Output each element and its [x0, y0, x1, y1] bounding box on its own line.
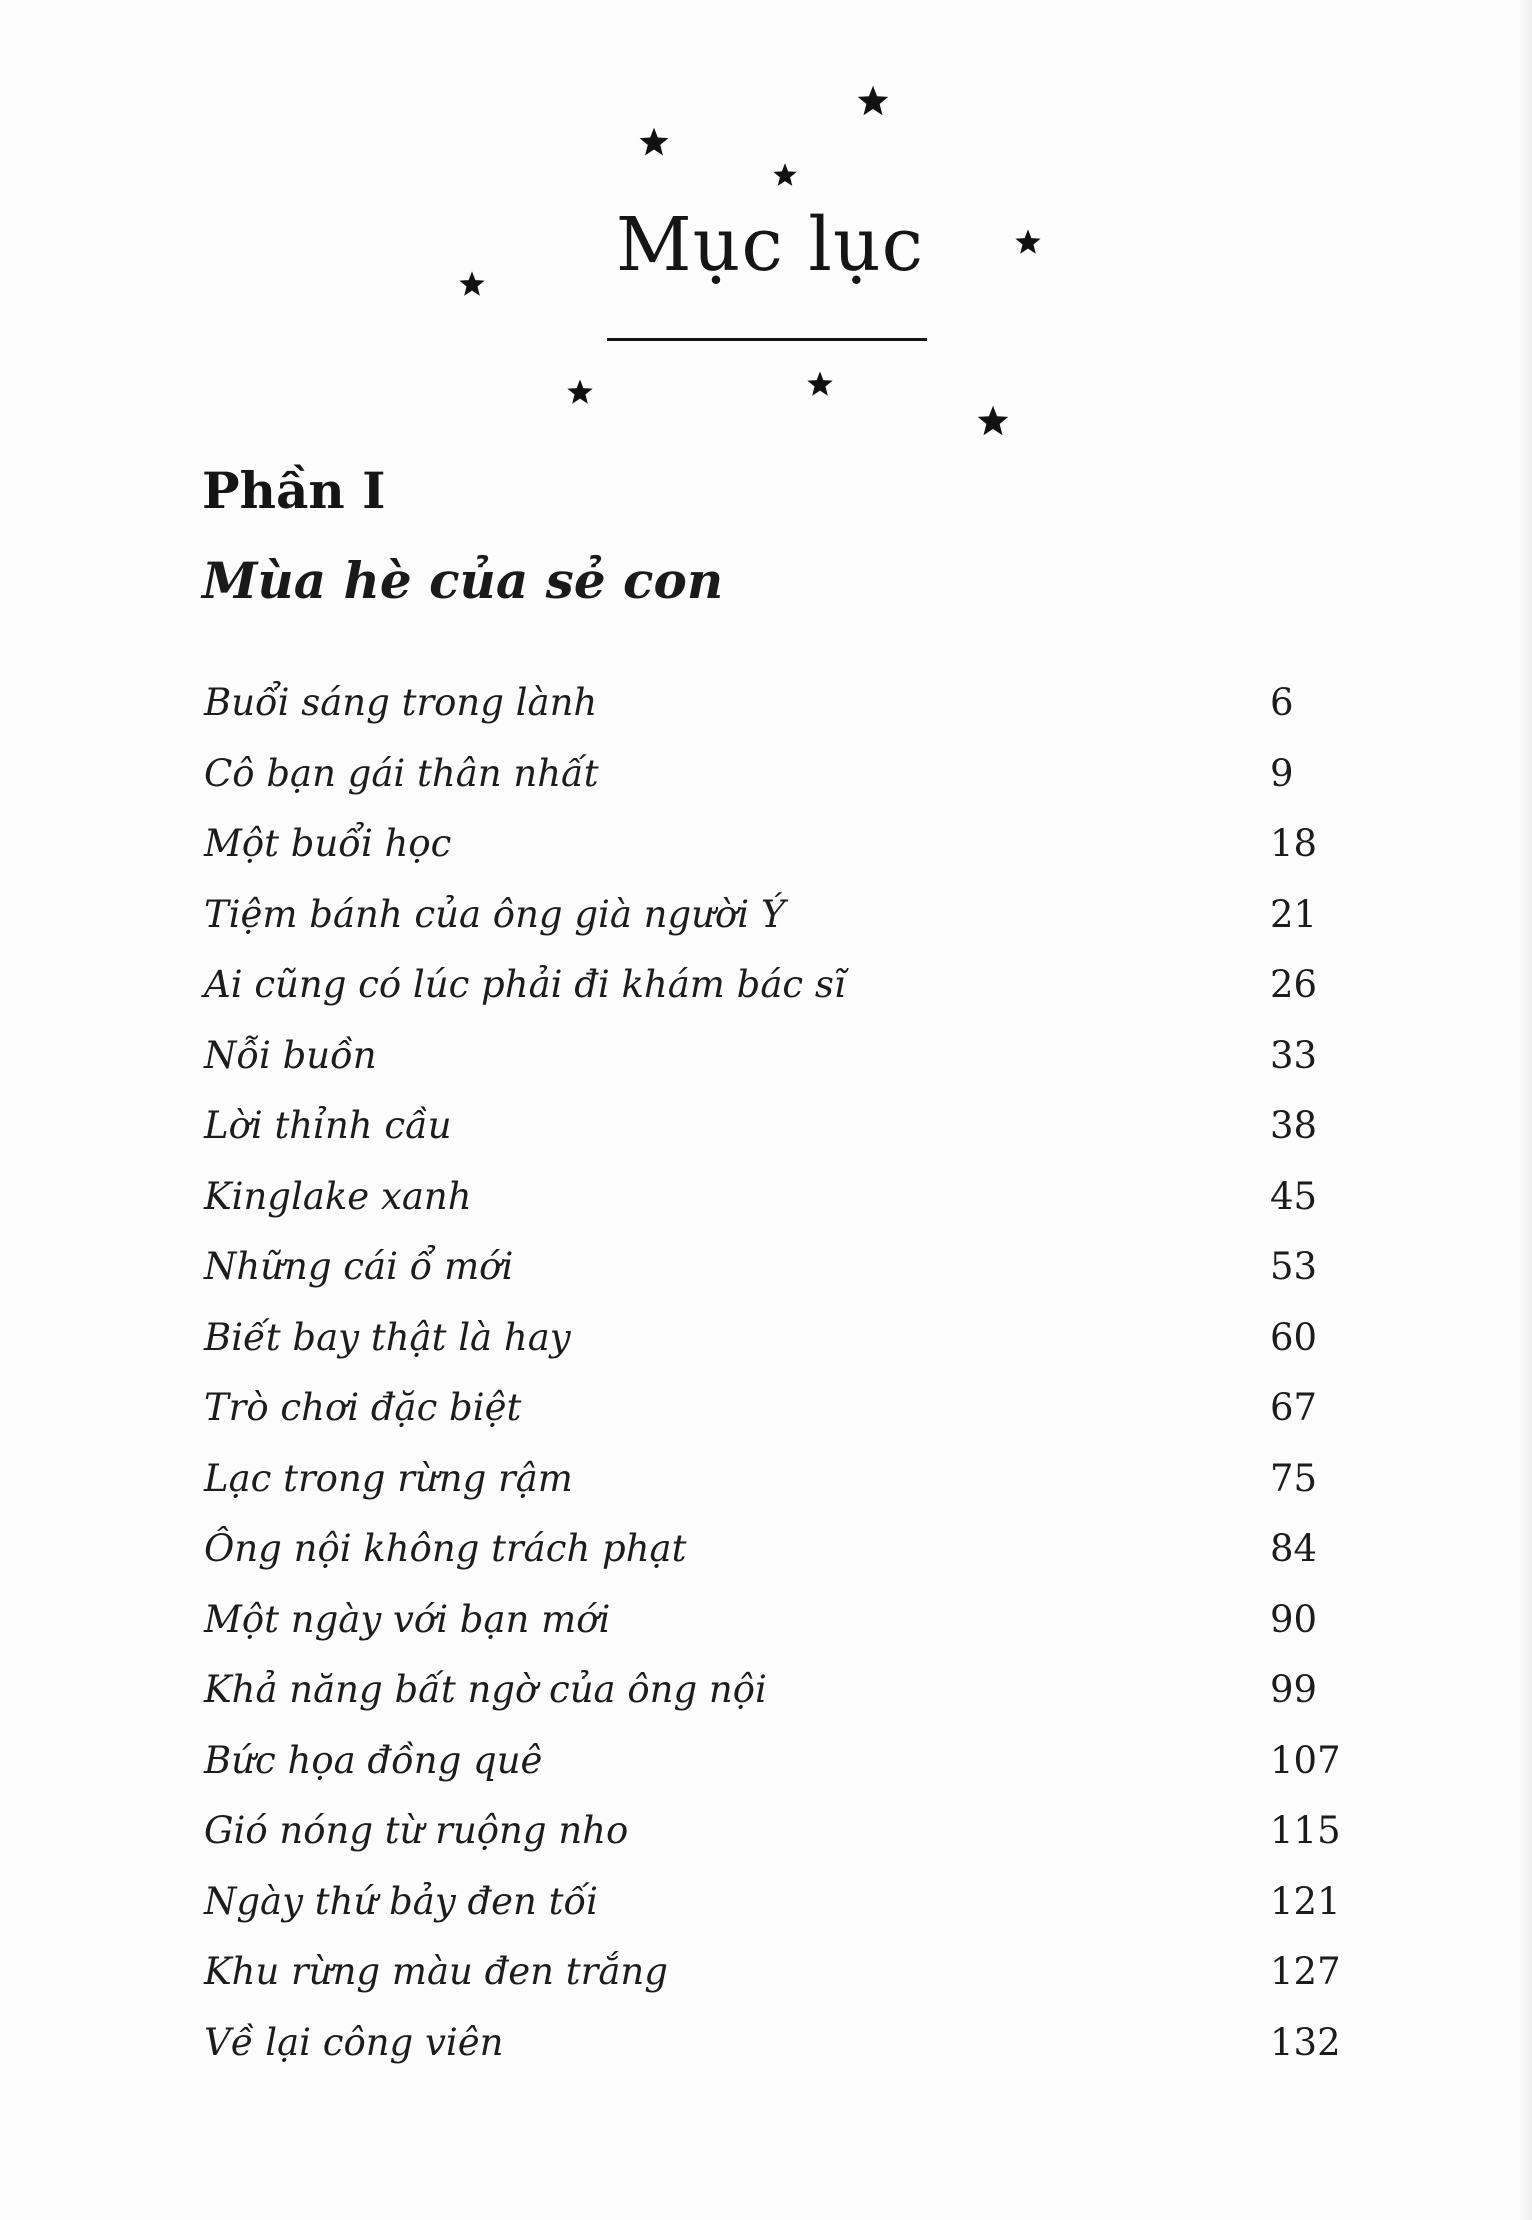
toc-entry-page: 33 — [1270, 1033, 1318, 1077]
toc-entry-title: Khu rừng màu đen trắng — [204, 1950, 668, 1993]
toc-entry[interactable] — [204, 1937, 1340, 2008]
toc-entry-title: Những cái ổ mới — [204, 1245, 514, 1288]
toc-entry[interactable] — [204, 1232, 1340, 1303]
toc-entry-page: 26 — [1270, 963, 1318, 1006]
toc-entry-title: Một ngày với bạn mới — [204, 1597, 611, 1641]
star-icon — [458, 270, 486, 298]
toc-entry-title: Ông nội không trách phạt — [204, 1527, 687, 1570]
star-icon — [856, 84, 890, 118]
toc-entry-title: Ngày thứ bảy đen tối — [204, 1879, 598, 1923]
toc-entry-page: 53 — [1270, 1245, 1318, 1288]
toc-entry-title: Biết bay thật là hay — [204, 1315, 571, 1359]
toc-entry[interactable] — [204, 1655, 1340, 1726]
toc-entry-title: Tiệm bánh của ông già người Ý — [204, 892, 786, 936]
toc-entry-title: Một buổi học — [204, 822, 452, 865]
toc-entry-page: 38 — [1270, 1104, 1318, 1147]
toc-list — [204, 668, 1340, 2078]
toc-entry-page: 45 — [1270, 1174, 1318, 1218]
toc-entry[interactable] — [204, 2008, 1340, 2079]
star-icon — [638, 126, 670, 158]
toc-entry-page: 107 — [1270, 1738, 1341, 1782]
toc-entry-page: 84 — [1270, 1527, 1318, 1570]
toc-entry[interactable] — [204, 1726, 1340, 1797]
title-underline — [607, 338, 927, 341]
toc-entry-page: 9 — [1270, 751, 1294, 795]
toc-entry-title: Buổi sáng trong lành — [204, 681, 598, 724]
toc-entry-page: 60 — [1270, 1315, 1318, 1359]
toc-entry-page: 75 — [1270, 1456, 1318, 1500]
toc-entry-page: 18 — [1270, 822, 1318, 865]
toc-entry-page: 6 — [1270, 681, 1294, 724]
toc-entry-title: Gió nóng từ ruộng nho — [204, 1809, 629, 1852]
star-icon — [806, 370, 834, 398]
toc-entry-title: Bức họa đồng quê — [204, 1738, 543, 1782]
toc-entry[interactable] — [204, 950, 1340, 1021]
toc-heading — [600, 200, 940, 290]
star-icon — [976, 404, 1010, 438]
toc-entry-page: 132 — [1270, 2020, 1341, 2064]
toc-entry-page: 21 — [1270, 892, 1318, 936]
toc-entry-page: 90 — [1270, 1597, 1318, 1641]
toc-entry-title: Lạc trong rừng rậm — [204, 1456, 573, 1500]
part-label: Phần I — [202, 461, 386, 520]
page-edge-shadow — [1518, 0, 1532, 2220]
star-icon — [1014, 228, 1042, 256]
toc-entry[interactable] — [204, 1867, 1340, 1938]
toc-entry-title: Lời thỉnh cầu — [204, 1104, 452, 1147]
toc-entry[interactable] — [204, 809, 1340, 880]
page-title: Mục lục — [615, 202, 925, 288]
toc-entry[interactable] — [204, 739, 1340, 810]
toc-entry[interactable] — [204, 1373, 1340, 1444]
toc-entry[interactable] — [204, 1444, 1340, 1515]
toc-entry-page: 99 — [1270, 1668, 1318, 1711]
toc-entry-title: Về lại công viên — [204, 2020, 504, 2064]
star-icon — [566, 378, 594, 406]
toc-entry-title: Kinglake xanh — [204, 1174, 472, 1218]
toc-entry[interactable] — [204, 1585, 1340, 1656]
toc-entry-title: Khả năng bất ngờ của ông nội — [204, 1668, 767, 1711]
toc-entry[interactable] — [204, 1514, 1340, 1585]
toc-entry-page: 67 — [1270, 1386, 1318, 1429]
toc-entry-title: Trò chơi đặc biệt — [204, 1386, 522, 1429]
toc-entry[interactable] — [204, 668, 1340, 739]
toc-entry-page: 127 — [1270, 1950, 1341, 1993]
toc-entry-title: Ai cũng có lúc phải đi khám bác sĩ — [204, 963, 846, 1006]
part-title: Mùa hè của sẻ con — [202, 551, 724, 610]
toc-entry[interactable] — [204, 1162, 1340, 1233]
toc-entry[interactable] — [204, 880, 1340, 951]
toc-entry[interactable] — [204, 1303, 1340, 1374]
star-icon — [772, 162, 798, 188]
toc-entry[interactable] — [204, 1021, 1340, 1092]
toc-entry-page: 115 — [1270, 1809, 1341, 1852]
toc-entry-page: 121 — [1270, 1879, 1341, 1923]
toc-entry-title: Cô bạn gái thân nhất — [204, 751, 599, 795]
toc-entry[interactable] — [204, 1091, 1340, 1162]
toc-entry[interactable] — [204, 1796, 1340, 1867]
toc-entry-title: Nỗi buồn — [204, 1033, 377, 1077]
